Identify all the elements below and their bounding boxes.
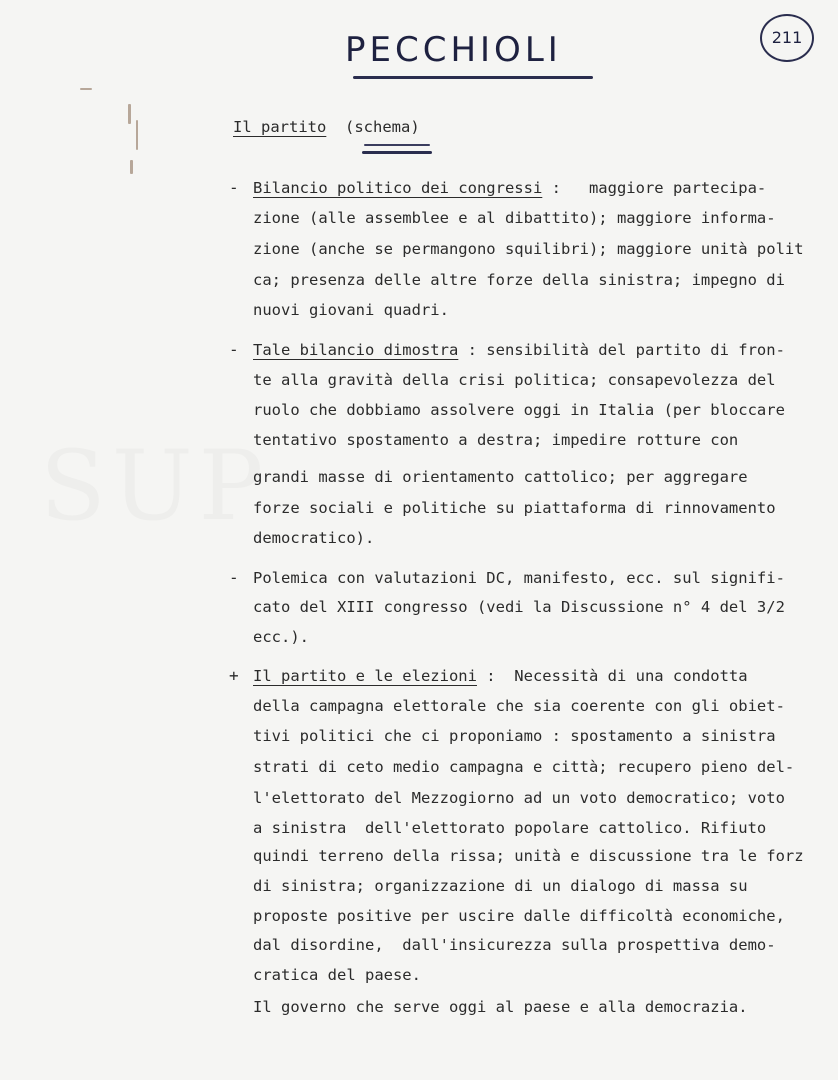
paper-stain [128, 104, 131, 124]
section-line: di sinistra; organizzazione di un dialogo di massa su [253, 877, 748, 895]
paper-stain [130, 160, 133, 174]
section-heading: Bilancio politico dei congressi [253, 179, 543, 197]
section-bullet: - [229, 568, 239, 587]
folio-number: 211 [760, 14, 814, 62]
section-line: a sinistra dell'elettorato popolare cattolico. Rifiuto [253, 819, 767, 837]
section-line: ruolo che dobbiamo assolvere oggi in Italia (per bloccare [253, 401, 785, 419]
section-line: cato del XIII congresso (vedi la Discussione n° 4 del 3/2 [253, 598, 785, 616]
section-line: Tale bilancio dimostra : sensibilità del partito di fron- [253, 341, 785, 359]
title-main: Il partito [233, 118, 327, 136]
section-heading: Il partito e le elezioni [253, 667, 477, 685]
section-line: nuovi giovani quadri. [253, 301, 449, 319]
section-line: grandi masse di orientamento cattolico; per aggregare [253, 468, 748, 486]
section-line: te alla gravità della crisi politica; consapevolezza del [253, 371, 776, 389]
section-line: strati di ceto medio campagna e città; recupero pieno del- [253, 758, 795, 776]
section-line: zione (anche se permangono squilibri); maggiore unità polit [253, 240, 804, 258]
document-title [233, 118, 420, 136]
handwritten-name: PECCHIOLI [345, 30, 562, 70]
section-line: cratica del paese. [253, 966, 421, 984]
section-heading: Tale bilancio dimostra [253, 341, 459, 359]
section-bullet: + [229, 666, 239, 685]
paper-stain [136, 120, 138, 150]
section-line: Il partito e le elezioni : Necessità di una condotta [253, 667, 748, 685]
section-line: l'elettorato del Mezzogiorno ad un voto democratico; voto [253, 789, 785, 807]
section-bullet: - [229, 340, 239, 359]
section-line: quindi terreno della rissa; unità e discussione tra le forz [253, 847, 804, 865]
section-line: tentativo spostamento a destra; impedire rotture con [253, 431, 739, 449]
section-line: della campagna elettorale che sia coerente con gli obiet- [253, 697, 785, 715]
section-line: tivi politici che ci proponiamo : spostamento a sinistra [253, 727, 776, 745]
section-line: zione (alle assemblee e al dibattito); maggiore informa- [253, 209, 776, 227]
title-sub: (schema) [345, 118, 420, 136]
section-bullet: - [229, 178, 239, 197]
section-line: Bilancio politico dei congressi : maggiore partecipa- [253, 179, 767, 197]
section-line: forze sociali e politiche su piattaforma di rinnovamento [253, 499, 776, 517]
section-line: Polemica con valutazioni DC, manifesto, ecc. sul signifi- [253, 569, 785, 587]
schema-underline [362, 151, 432, 154]
paper-stain [80, 88, 92, 90]
section-line: ca; presenza delle altre forze della sinistra; impegno di [253, 271, 785, 289]
name-underline [353, 76, 593, 79]
schema-underline [364, 144, 430, 146]
section-line: democratico). [253, 529, 375, 547]
section-line: proposte positive per uscire dalle difficoltà economiche, [253, 907, 785, 925]
section-line: ecc.). [253, 628, 309, 646]
section-line: dal disordine, dall'insicurezza sulla prospettiva demo- [253, 936, 776, 954]
background-watermark: SUP [40, 430, 270, 542]
closing-line: Il governo che serve oggi al paese e alla democrazia. [253, 998, 748, 1016]
